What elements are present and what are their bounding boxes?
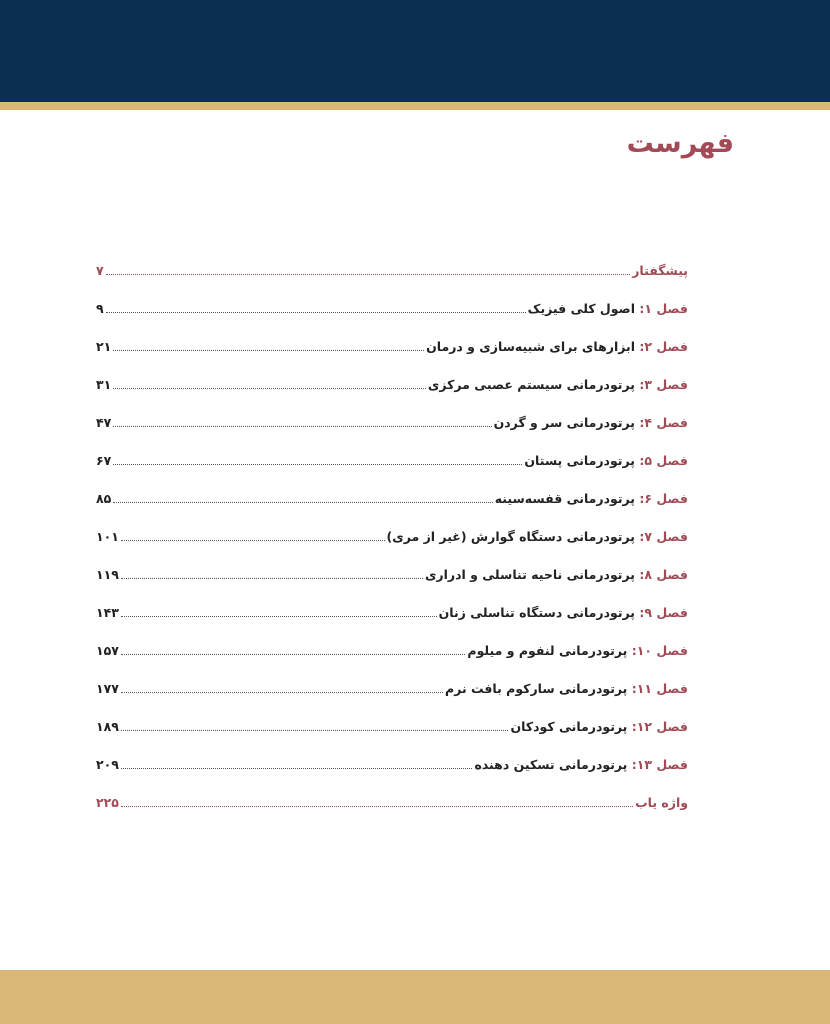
toc-dot-leader xyxy=(113,350,424,351)
toc-dot-leader xyxy=(121,654,466,655)
header-band xyxy=(0,0,830,102)
toc-entry[interactable] xyxy=(96,327,688,365)
toc-chapter-title: پرتودرمانی قفسه‌سینه xyxy=(494,490,635,506)
toc-chapter-title: پیشگفتار xyxy=(632,262,688,278)
toc-chapter-number: فصل ۹: xyxy=(639,604,688,620)
toc-dot-leader xyxy=(121,768,473,769)
toc-page-number: ۱۴۳ xyxy=(96,604,119,620)
toc-chapter-title: پرتودرمانی ناحیه تناسلی و ادراری xyxy=(424,566,635,582)
toc-page-number: ۳۱ xyxy=(96,376,112,392)
toc-page-number: ۲۱ xyxy=(96,338,112,354)
table-of-contents xyxy=(96,251,688,821)
toc-dot-leader xyxy=(121,806,633,807)
toc-page-number: ۶۷ xyxy=(96,452,112,468)
toc-dot-leader xyxy=(121,540,385,541)
toc-entry[interactable] xyxy=(96,251,688,289)
toc-page-number: ۱۸۹ xyxy=(96,718,119,734)
toc-chapter-number: فصل ۵: xyxy=(639,452,688,468)
toc-dot-leader xyxy=(121,692,443,693)
toc-chapter-number: فصل ۱۱: xyxy=(631,680,688,696)
toc-entry[interactable] xyxy=(96,365,688,403)
toc-entry[interactable] xyxy=(96,669,688,707)
toc-chapter-title: ابزارهای برای شبیه‌سازی و درمان xyxy=(426,338,635,354)
toc-chapter-number: فصل ۱۲: xyxy=(631,718,688,734)
toc-dot-leader xyxy=(113,388,426,389)
toc-entry-label xyxy=(445,681,688,696)
toc-chapter-number: فصل ۷: xyxy=(639,528,688,544)
toc-chapter-title: پرتودرمانی دستگاه تناسلی زنان xyxy=(438,604,635,620)
toc-entry-label xyxy=(439,605,688,620)
toc-entry-label xyxy=(387,529,688,544)
toc-chapter-title: پرتودرمانی کودکان xyxy=(510,718,628,734)
toc-chapter-number: فصل ۱: xyxy=(639,300,688,316)
toc-entry-label xyxy=(528,301,688,316)
page-title: فهرست xyxy=(626,128,734,159)
toc-page-number: ۲۰۹ xyxy=(96,756,119,772)
toc-dot-leader xyxy=(121,730,509,731)
toc-chapter-title: پرتودرمانی تسکین دهنده xyxy=(474,756,628,772)
toc-dot-leader xyxy=(113,502,492,503)
toc-entry-label xyxy=(524,453,688,468)
toc-entry[interactable] xyxy=(96,745,688,783)
toc-dot-leader xyxy=(106,274,631,275)
toc-entry[interactable] xyxy=(96,403,688,441)
toc-dot-leader xyxy=(113,426,491,427)
toc-page-number: ۱۰۱ xyxy=(96,528,119,544)
toc-dot-leader xyxy=(121,616,437,617)
toc-page-number: ۱۷۷ xyxy=(96,680,119,696)
toc-entry-label xyxy=(474,757,688,772)
toc-page-number: ۱۱۹ xyxy=(96,566,119,582)
toc-chapter-number: فصل ۸: xyxy=(639,566,688,582)
toc-chapter-title: اصول کلی فیزیک xyxy=(527,300,635,316)
toc-chapter-title: پرتودرمانی دستگاه گوارش (غیر از مری) xyxy=(386,528,635,544)
toc-entry[interactable] xyxy=(96,479,688,517)
toc-chapter-title: پرتودرمانی سر و گردن xyxy=(493,414,635,430)
footer-band xyxy=(0,970,830,1024)
toc-chapter-number: فصل ۱۰: xyxy=(631,642,688,658)
toc-entry-label xyxy=(425,567,688,582)
toc-page-number: ۱۵۷ xyxy=(96,642,119,658)
toc-chapter-number: فصل ۶: xyxy=(639,490,688,506)
toc-entry-label xyxy=(495,491,688,506)
toc-entry-label xyxy=(426,339,688,354)
toc-chapter-number: فصل ۲: xyxy=(639,338,688,354)
toc-page-number: ۴۷ xyxy=(96,414,112,430)
toc-chapter-title: واژه یاب xyxy=(635,794,688,810)
toc-dot-leader xyxy=(113,464,522,465)
header-gold-rule xyxy=(0,102,830,110)
toc-dot-leader xyxy=(121,578,423,579)
toc-dot-leader xyxy=(106,312,526,313)
toc-entry[interactable] xyxy=(96,593,688,631)
toc-chapter-title: پرتودرمانی لنفوم و میلوم xyxy=(467,642,628,658)
toc-entry[interactable] xyxy=(96,289,688,327)
toc-entry[interactable] xyxy=(96,555,688,593)
toc-entry-label xyxy=(467,643,688,658)
toc-page-number: ۲۲۵ xyxy=(96,794,119,810)
toc-page-number: ۹ xyxy=(96,300,104,316)
toc-entry-label xyxy=(635,795,688,810)
toc-entry[interactable] xyxy=(96,707,688,745)
toc-chapter-title: پرتودرمانی سارکوم بافت نرم xyxy=(445,680,628,696)
toc-chapter-title: پرتودرمانی پستان xyxy=(524,452,635,468)
toc-page-number: ۷ xyxy=(96,262,104,278)
toc-entry-label xyxy=(510,719,688,734)
toc-entry[interactable] xyxy=(96,517,688,555)
toc-chapter-number: فصل ۳: xyxy=(639,376,688,392)
toc-entry-label xyxy=(428,377,688,392)
toc-chapter-title: پرتودرمانی سیستم عصبی مرکزی xyxy=(427,376,635,392)
toc-entry-label xyxy=(494,415,688,430)
toc-chapter-number: فصل ۴: xyxy=(639,414,688,430)
toc-entry-label xyxy=(632,263,688,278)
toc-entry[interactable] xyxy=(96,631,688,669)
toc-entry[interactable] xyxy=(96,441,688,479)
toc-entry[interactable] xyxy=(96,783,688,821)
toc-page-number: ۸۵ xyxy=(96,490,112,506)
toc-chapter-number: فصل ۱۳: xyxy=(631,756,688,772)
